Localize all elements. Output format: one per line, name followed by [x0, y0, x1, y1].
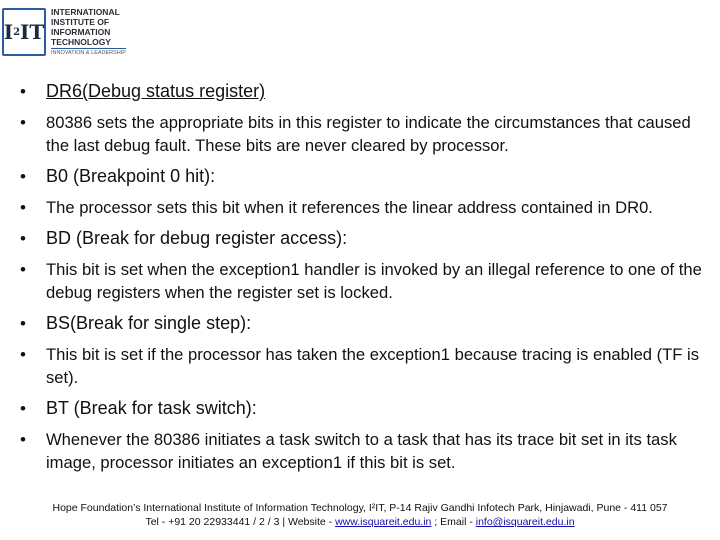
bullet-icon: •: [20, 399, 26, 418]
bullet-item: [20, 227, 710, 250]
bullet-text: Whenever the 80386 initiates a task switch to a task that has its trace bit set in its task image, processor initiates an exception1 if this bit is set.: [46, 430, 677, 472]
footer-contact: [0, 515, 720, 529]
bullet-icon: •: [20, 345, 26, 364]
bullet-icon: •: [20, 113, 26, 132]
bullet-icon: •: [20, 229, 26, 248]
bullet-text: BD (Break for debug register access):: [46, 228, 348, 248]
bullet-item: [20, 428, 710, 474]
footer-email-label: ; Email -: [431, 516, 476, 528]
bullet-text: This bit is set when the exception1 handler is invoked by an illegal reference to one of the debug registers when the register set is locked.: [46, 260, 702, 302]
bullet-icon: •: [20, 430, 26, 449]
logo-tagline: INNOVATION & LEADERSHIP: [51, 50, 126, 56]
bullet-icon: •: [20, 167, 26, 186]
bullet-item: [20, 258, 710, 304]
bullet-text: 80386 sets the appropriate bits in this register to indicate the circumstances that caused the last debug fault. These bits are never cleared by processor.: [46, 113, 691, 155]
footer-address: Hope Foundation’s International Institute of Information Technology, I²IT, P-14 Rajiv Gandhi Infotech Park, Hinjawadi, Pune - 411 057: [52, 502, 668, 514]
logo-text: [51, 7, 126, 57]
bullet-item: [20, 165, 710, 188]
logo-mark: I 2 IT: [2, 8, 46, 56]
website-link[interactable]: www.isquareit.edu.in: [335, 516, 432, 528]
bullet-item: [20, 312, 710, 335]
bullet-item: [20, 80, 710, 103]
bullet-text: DR6(Debug status register): [46, 81, 266, 101]
bullet-item: [20, 111, 710, 157]
bullet-text: The processor sets this bit when it references the linear address contained in DR0.: [46, 198, 653, 217]
logo-line-4: TECHNOLOGY: [51, 37, 111, 47]
bullet-icon: •: [20, 314, 26, 333]
bullet-icon: •: [20, 82, 26, 101]
email-link[interactable]: info@isquareit.edu.in: [475, 516, 575, 528]
bullet-item: [20, 196, 710, 219]
institute-logo: [2, 2, 132, 62]
bullet-text: B0 (Breakpoint 0 hit):: [46, 166, 216, 186]
bullet-item: [20, 397, 710, 420]
bullet-text: BT (Break for task switch):: [46, 398, 257, 418]
logo-line-3: INFORMATION: [51, 27, 111, 37]
bullet-text: BS(Break for single step):: [46, 313, 252, 333]
footer: [0, 501, 720, 529]
bullet-icon: •: [20, 260, 26, 279]
bullet-icon: •: [20, 198, 26, 217]
bullet-item: [20, 343, 710, 389]
bullet-text: This bit is set if the processor has taken the exception1 because tracing is enabled (TF is set).: [46, 345, 700, 387]
footer-phone: Tel - +91 20 22933441 / 2 / 3 | Website -: [145, 516, 336, 528]
slide-content: [20, 80, 710, 482]
logo-line-1: INTERNATIONAL: [51, 7, 120, 17]
logo-line-2: INSTITUTE OF: [51, 17, 110, 27]
